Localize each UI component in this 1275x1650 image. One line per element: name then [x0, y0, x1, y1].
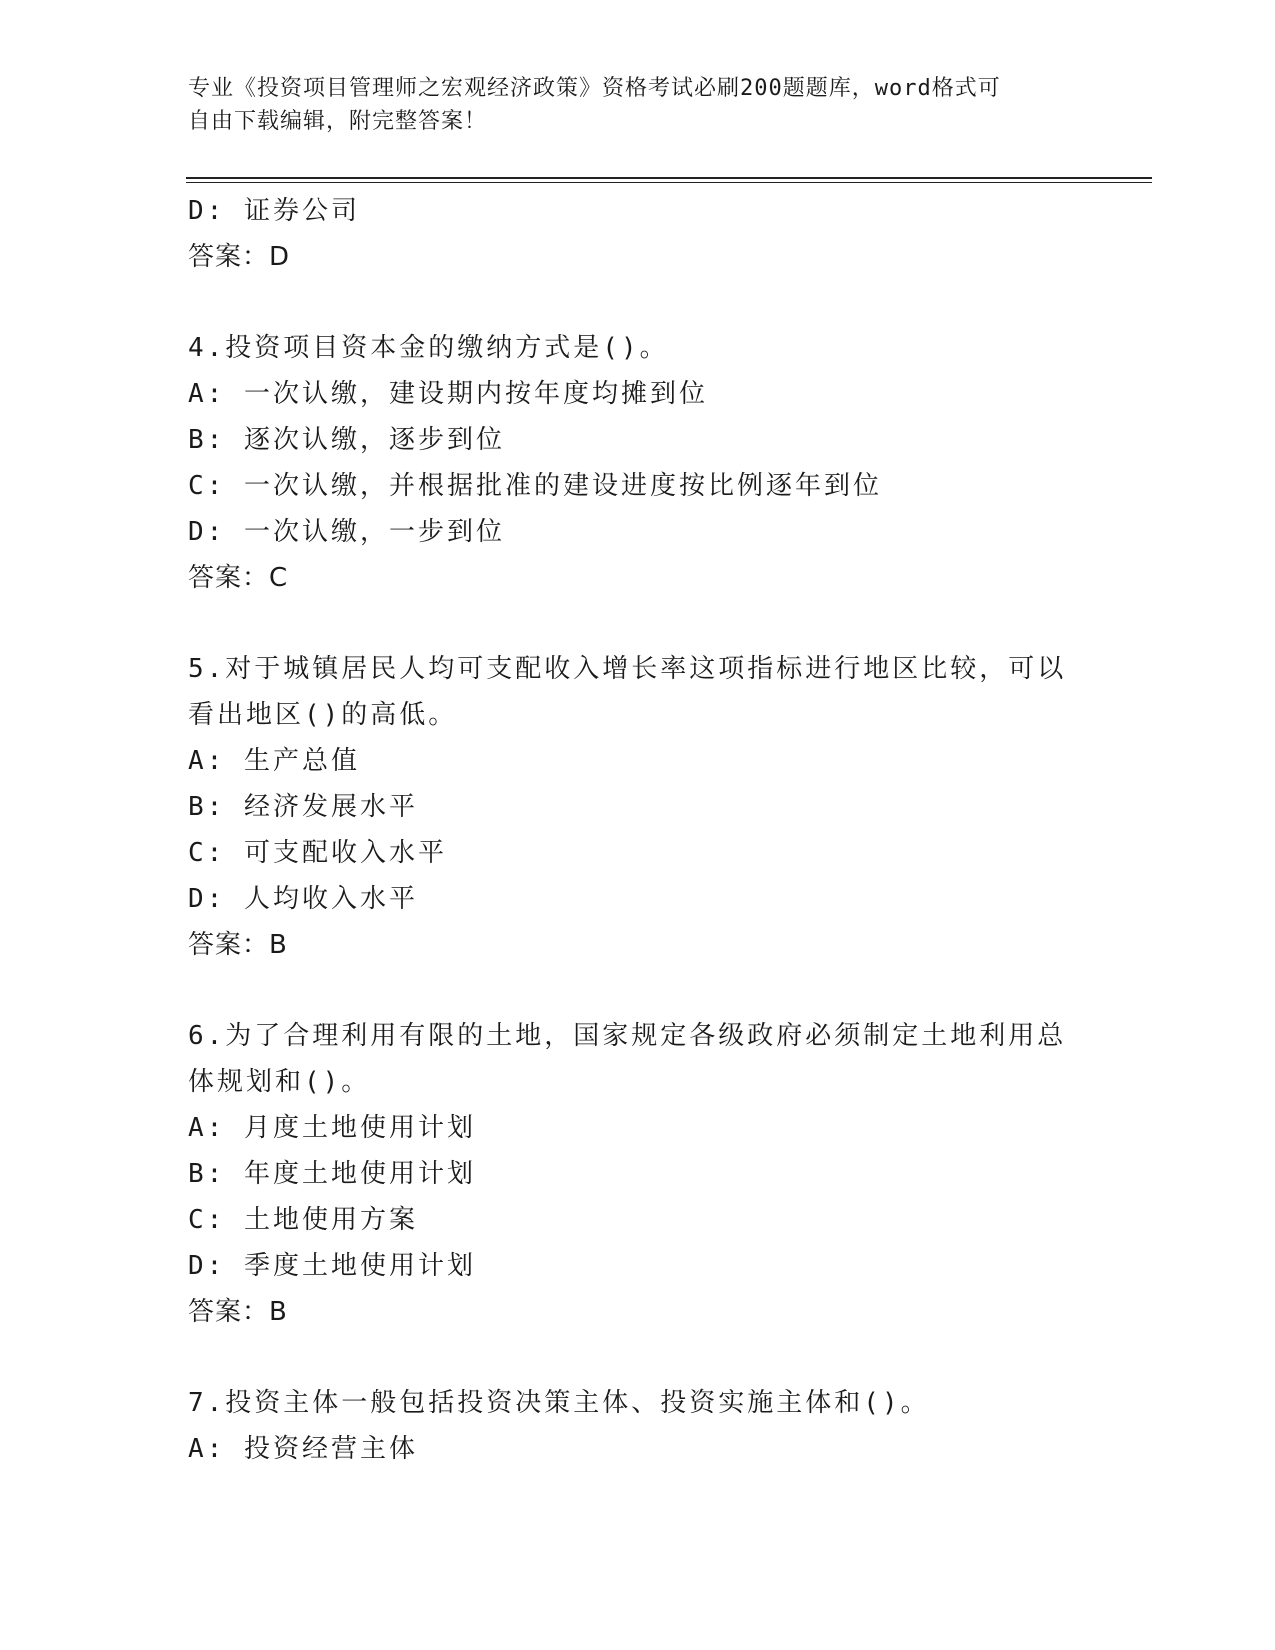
option-c: C: 可支配收入水平 [188, 838, 447, 868]
option-a: A: 投资经营主体 [188, 1434, 418, 1464]
answer: 答案：D [188, 242, 291, 272]
option-d: D: 一次认缴，一步到位 [188, 517, 505, 547]
answer: 答案：B [188, 1297, 288, 1327]
question-block [188, 646, 1068, 968]
option-b: B: 年度土地使用计划 [188, 1159, 476, 1189]
question-block [188, 1380, 1068, 1472]
option-a: A: 月度土地使用计划 [188, 1113, 476, 1143]
option-d: D: 人均收入水平 [188, 884, 418, 914]
option-d: D: 季度土地使用计划 [188, 1251, 476, 1281]
spacer [188, 601, 1068, 646]
question-stem: 5.对于城镇居民人均可支配收入增长率这项指标进行地区比较，可以看出地区()的高低。 [188, 654, 1067, 730]
question-stem: 4.投资项目资本金的缴纳方式是()。 [188, 333, 669, 363]
header-line-2: 自由下载编辑，附完整答案！ [188, 109, 488, 134]
option-b: B: 逐次认缴，逐步到位 [188, 425, 505, 455]
spacer [188, 1335, 1068, 1380]
answer: 答案：C [188, 563, 289, 593]
question-list [188, 188, 1068, 1472]
question-block [188, 325, 1068, 601]
question-block [188, 1013, 1068, 1335]
spacer [188, 280, 1068, 325]
option-d: D: 证券公司 [188, 196, 360, 226]
document-header [188, 72, 1068, 138]
option-c: C: 一次认缴，并根据批准的建设进度按比例逐年到位 [188, 471, 882, 501]
option-b: B: 经济发展水平 [188, 792, 418, 822]
question-stem: 7.投资主体一般包括投资决策主体、投资实施主体和()。 [188, 1388, 930, 1418]
option-a: A: 一次认缴，建设期内按年度均摊到位 [188, 379, 708, 409]
header-divider [186, 177, 1152, 183]
answer: 答案：B [188, 930, 288, 960]
header-line-1: 专业《投资项目管理师之宏观经济政策》资格考试必刷200题题库，word格式可 [188, 76, 1001, 101]
spacer [188, 968, 1068, 1013]
option-c: C: 土地使用方案 [188, 1205, 418, 1235]
question-stem: 6.为了合理利用有限的土地，国家规定各级政府必须制定土地利用总体规划和()。 [188, 1021, 1067, 1097]
option-a: A: 生产总值 [188, 746, 360, 776]
